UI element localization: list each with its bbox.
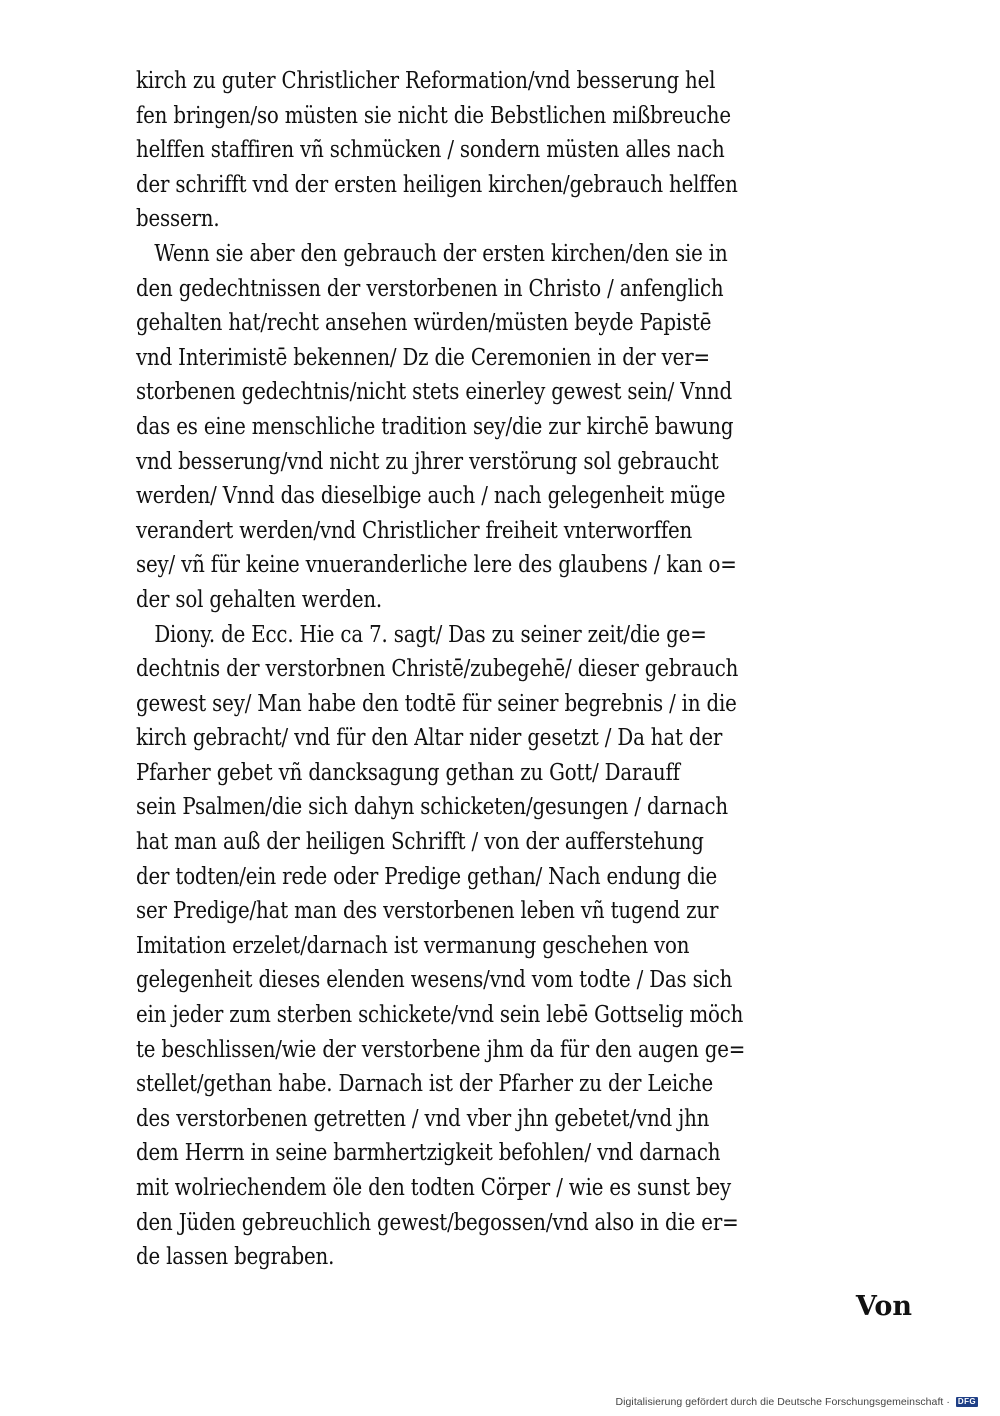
text-line: der todten/ein rede oder Predige gethan/ Nach endung die [136,863,718,890]
text-line: gelegenheit dieses elenden wesens/vnd vom todte / Das sich [136,967,733,994]
text-line: Pfarher gebet vñ dancksagung gethan zu Gott/ Darauff [136,759,680,786]
text-line: te beschlissen/wie der verstorbene jhm da für den augen ge= [136,1036,746,1063]
text-line: Diony. de Ecc. Hie ca 7. sagt/ Das zu seiner zeit/die ge= [136,621,707,648]
text-line: vnd Interimistē bekennen/ Dz die Ceremonien in der ver= [136,344,710,371]
text-line: fen bringen/so müsten sie nicht die Bebstlichen mißbreuche [136,102,731,129]
text-line: der sol gehalten werden. [136,586,383,613]
text-line: kirch gebracht/ vnd für den Altar nider gesetzt / Da hat der [136,725,723,752]
text-line: gewest sey/ Man habe den todtē für seiner begrebnis / in die [136,690,737,717]
text-line: werden/ Vnnd das dieselbige auch / nach gelegenheit müge [136,483,726,510]
dfg-logo-icon: DFG [957,1397,976,1406]
text-line: des verstorbenen getretten / vnd vber jhn gebetet/vnd jhn [136,1105,710,1132]
text-line: bessern. [136,206,220,233]
text-line: dechtnis der verstorbnen Christē/zubegehē/ dieser gebrauch [136,656,739,683]
text-line: ser Predige/hat man des verstorbenen leben vñ tugend zur [136,898,719,925]
text-line: vnd besserung/vnd nicht zu jhrer verstörung sol gebraucht [136,448,719,475]
catchword: Von [855,1291,912,1322]
digitization-footer [616,1396,978,1408]
text-line: gehalten hat/recht ansehen würden/müsten beyde Papistē [136,310,712,337]
text-line: der schrifft vnd der ersten heiligen kirchen/gebrauch helffen [136,171,738,198]
text-line: Wenn sie aber den gebrauch der ersten kirchen/den sie in [136,240,728,267]
text-line: ein jeder zum sterben schickete/vnd sein lebē Gottselig möch [136,1002,744,1029]
text-line: dem Herrn in seine barmhertzigkeit befohlen/ vnd darnach [136,1140,721,1167]
text-line: den gedechtnissen der verstorbenen in Christo / anfenglich [136,275,724,302]
text-line: sein Psalmen/die sich dahyn schicketen/gesungen / darnach [136,794,729,821]
text-line: kirch zu guter Christlicher Reformation/vnd besserung hel [136,68,716,94]
text-line: den Jüden gebreuchlich gewest/begossen/vnd also in die er= [136,1209,739,1236]
text-line: helffen staffiren vñ schmücken / sondern müsten alles nach [136,137,725,164]
text-line: Imitation erzelet/darnach ist vermanung geschehen von [136,932,690,959]
body-text [136,64,922,1275]
text-line: hat man auß der heiligen Schrifft / von der aufferstehung [136,829,704,856]
text-line: sey/ vñ für keine vnueranderliche lere des glaubens / kan o= [136,552,737,579]
text-line: stellet/gethan habe. Darnach ist der Pfarher zu der Leiche [136,1071,714,1098]
text-line: de lassen begraben. [136,1244,335,1271]
text-line: das es eine menschliche tradition sey/die zur kirchē bawung [136,413,734,440]
text-line: mit wolriechendem öle den todten Cörper / wie es sunst bey [136,1175,732,1201]
text-line: storbenen gedechtnis/nicht stets einerley gewest sein/ Vnnd [136,379,732,406]
footer-credit-text: Digitalisierung gefördert durch die Deutsche Forschungsgemeinschaft · [615,1396,950,1408]
text-line: verandert werden/vnd Christlicher freiheit vnterworffen [136,517,693,544]
